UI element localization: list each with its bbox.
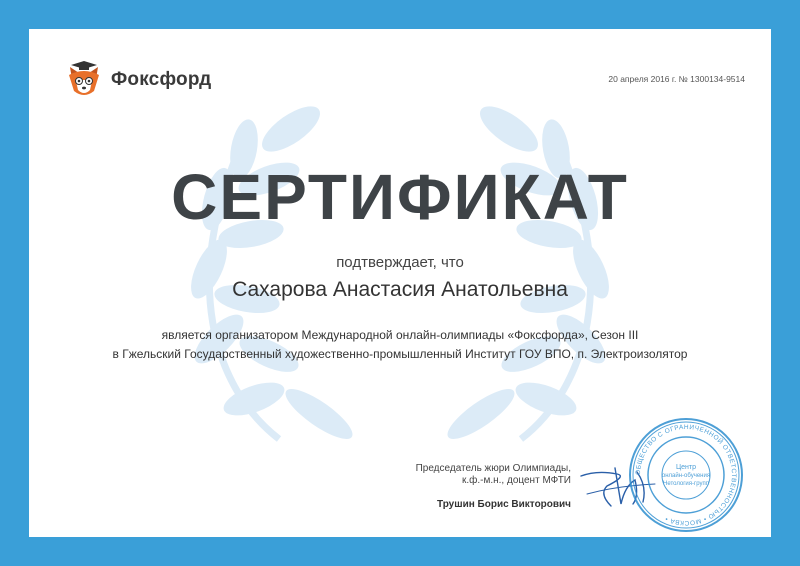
certificate-sheet	[29, 29, 771, 537]
signer-name: Трушин Борис Викторович	[436, 499, 571, 510]
stamp-inner-text-1: Центр	[675, 464, 697, 471]
issue-date-and-number: 20 апреля 2016 г. № 1300134-9514	[608, 74, 745, 84]
stamp-inner-text-3: Нетология-групп	[662, 481, 710, 487]
official-stamp	[626, 415, 746, 535]
description-line-1: является организатором Международной онлайн-олимпиады «Фоксфорда», Сезон III	[161, 328, 639, 342]
brand-name: Фоксфорд	[111, 69, 212, 90]
signer-role	[311, 463, 571, 487]
stamp-inner-text-2: онлайн-обучения	[661, 473, 711, 479]
foxford-logo	[63, 59, 211, 101]
description-line-2: в Гжельский Государственный художественно-промышленный Институт ГОУ ВПО, п. Электроизолятор	[112, 347, 688, 361]
stamp-ring-text: ОБЩЕСТВО С ОГРАНИЧЕННОЙ ОТВЕТСТВЕННОСТЬЮ • МОСКВА •	[634, 423, 738, 527]
fox-mascot-icon	[63, 59, 105, 101]
signer-role-line-1: Председатель жюри Олимпиады,	[415, 463, 571, 474]
confirms-text: подтверждает, что	[336, 254, 464, 271]
signer-role-line-2: к.ф.-м.н., доцент МФТИ	[461, 475, 571, 486]
recipient-name: Сахарова Анастасия Анатольевна	[232, 278, 568, 301]
certificate-title: СЕРТИФИКАТ	[171, 161, 629, 233]
